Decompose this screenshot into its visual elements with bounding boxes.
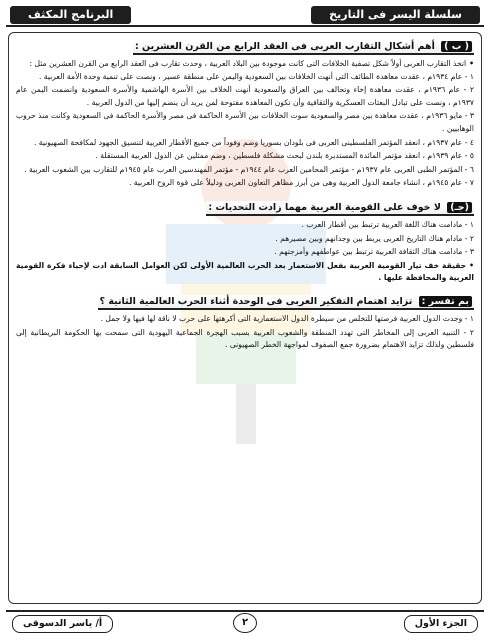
section-b-intro: • اتخذ التقارب العربى أولاً شكل تصفية الخلافات التى كانت موجودة بين البلاد العربية ، وحدث تقارب فى العقد الرابع من القرن العشرين مثل : xyxy=(16,58,474,71)
section-d-item-2: ٢ - التنبيه العربى إلى المخاطر التى تهدد المنطقة والشعوب العربية بسبب الهجرة الجماعية اليهودية التى سمحت بها الحكومة البريطانية إلى فلسطين ولذلك تزايد الاهتمام بضرورة جمع الصفوف لمواجهة الخطر الصهيونى . xyxy=(16,327,474,350)
footer-author: أ/ ياسر الدسوقى xyxy=(12,615,113,633)
document-page xyxy=(6,4,484,634)
section-c-label: (جـ) xyxy=(447,202,472,213)
footer-rule xyxy=(6,610,484,612)
page-header xyxy=(6,4,484,26)
section-d-item-1: ١ - وجدت الدول العربية فرصتها للتخلص من سيطرة الدول الاستعمارية التى أكرهتها على حرب لا ناقة لها فيها ولا جمل . xyxy=(100,313,474,323)
section-c-heading: لا خوف على القومية العربية مهما زادت التحديات : xyxy=(208,201,441,213)
page-number: ٢ xyxy=(233,613,257,633)
section-b-item-3: ٣ - مايو ١٩٣٦م ، عقدت معاهدة بين مصر والسعودية سوت الخلافات بين الأسرة الحاكمة فى مصر والأسرة الحاكمة فى السعودية وكانت منذ حروب الوهابيين . xyxy=(16,111,474,133)
section-c-item-3: ٣ - مادامت هناك الثقافة العربية ترتبط بين عواطفهم وأمزجتهم . xyxy=(274,247,474,257)
section-d-heading: تزايد اهتمام التفكير العربى فى الوحدة أثناء الحرب العالمية الثانية ؟ xyxy=(99,295,413,307)
header-rule xyxy=(6,25,484,27)
section-b-item-7: ٧ - عام ١٩٤٥م ، انشاء جامعة الدول العربية وهى من أبرز مظاهر التعاون العربى ودليلاً على قوة الروح العربية . xyxy=(128,178,474,188)
section-b-title xyxy=(133,40,474,55)
section-b-item-2: ٢ - عام ١٩٣٦م ، عقدت معاهدة إخاء وتحالف بين العراق والسعودية أنهت الخلاف بين الأسرة الهاشمية والأسرة السعودية وانضمت اليمن عام ١٩٣٧م ، ونصت على تبادل البعثات العسكرية والثقافية وأن تكون المعاهدة مفتوحة لمن يريد أن ينضم إليها من الدول العربية . xyxy=(16,85,474,107)
page-footer xyxy=(6,608,484,634)
section-d-title xyxy=(98,295,474,310)
section-b-item-5: ٥ - عام ١٩٣٩م ، انعقد مؤتمر المائدة المستديرة بلندن لبحث مشكلة فلسطين ، وضم ممثلين عن الدول العربية المستقلة . xyxy=(95,151,474,161)
section-c-item-1: ١ - مادامت هناك اللغة العربية ترتبط بين أقطار العرب . xyxy=(301,219,474,229)
section-c-note: • حقيقة خف تيار القومية العربية بفعل الاستعمار بعد الحرب العالمية الأولى لكن العوامل السابقة ادت لإحياء فكرة القومية العربية والمحافظة عليها . xyxy=(16,260,474,285)
section-c-item-2: ٢ - مادام هناك التاريخ العربى يربط بين وجدانهم وبين مصيرهم . xyxy=(275,233,474,243)
section-b-item-6: ٦ - المؤتمر الطبى العربى عام ١٩٣٧م - مؤتمر المحامين العرب عام ١٩٤٤م - مؤتمر المهندسين العرب عام ١٩٤٥م للتقارب بين الشعوب العربية . xyxy=(24,164,474,174)
section-b-item-4: ٤ - عام ١٩٣٧م ، انعقد المؤتمر الفلسطينى العربى فى بلودان بسوريا وضم وفوداً من جميع الأقطار العربية لتنسيق الجهود لمكافحة الصهيونية . xyxy=(33,137,474,147)
section-b-heading: أهم أشكال التقارب العربى فى العقد الرابع من القرن العشرين : xyxy=(134,41,435,52)
section-b-item-1: ١ - عام ١٩٣٤م ، عقدت معاهدة الطائف التى أنهت الخلافات بين السعودية واليمن على منطقة عسير ، ونصت على تنمية وحدة الأمة العربية . xyxy=(38,71,474,81)
main-content xyxy=(16,34,474,600)
section-b-label: ( ب ) xyxy=(441,41,472,52)
section-c-title xyxy=(206,201,474,216)
footer-part: الجزء الأول xyxy=(404,615,478,633)
section-d-label: بم تفسر : xyxy=(419,296,472,307)
program-title: البرنامج المكثف xyxy=(10,6,131,24)
series-title: سلسلة اليسر فى التاريخ xyxy=(311,6,480,24)
